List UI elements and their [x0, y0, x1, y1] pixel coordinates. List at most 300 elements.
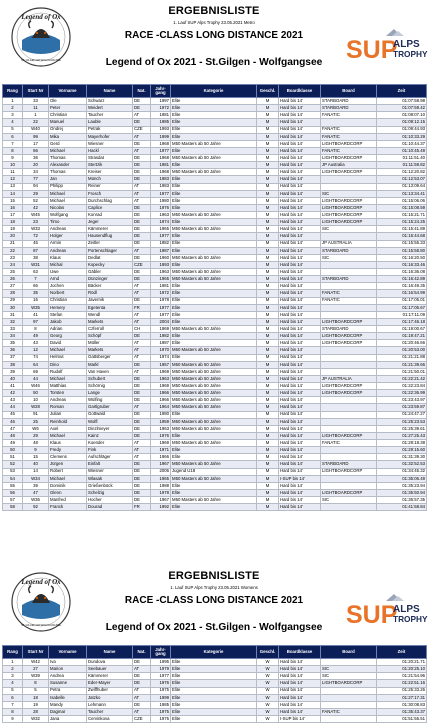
category-cell: Elite [171, 432, 257, 439]
board-cell [321, 701, 377, 708]
nationality-cell: AT [133, 197, 151, 204]
first-name-cell: Stefan [49, 311, 87, 318]
first-name-cell: Axel [49, 425, 87, 432]
time-cell: 01:15:21.71 [377, 212, 427, 219]
start-number-cell: 28 [23, 708, 49, 715]
column-header: Name [87, 646, 133, 659]
rank-cell: 4 [3, 119, 23, 126]
birth-year-cell: 1974 [151, 219, 171, 226]
rank-cell: 35 [3, 340, 23, 347]
gender-cell: M [257, 247, 279, 254]
board-class-cell: Hard bis 14' [279, 659, 321, 666]
category-cell: M50 Masters ab 50 Jahre [171, 347, 257, 354]
rank-cell: 1 [3, 659, 23, 666]
category-cell: Elite [171, 133, 257, 140]
gender-cell: M [257, 254, 279, 261]
category-cell: M50 Masters ab 50 Jahre [171, 276, 257, 283]
start-number-cell: 52 [23, 197, 49, 204]
last-name-cell: Dedlat [87, 254, 133, 261]
birth-year-cell: 1972 [151, 290, 171, 297]
first-name-cell: Dino [49, 361, 87, 368]
start-number-cell: W33 [23, 226, 49, 233]
nationality-cell: CH [133, 326, 151, 333]
category-cell: M50 Masters ab 50 Jahre [171, 497, 257, 504]
last-name-cell: Zwiffhuber [87, 687, 133, 694]
time-cell: 01:27:17.31 [377, 694, 427, 701]
category-cell: M50 Masters ab 50 Jahre [171, 169, 257, 176]
first-name-cell: Thomas [49, 155, 87, 162]
table-row [3, 354, 427, 361]
gender-cell: M [257, 418, 279, 425]
last-name-cell: Kämmerer [87, 673, 133, 680]
document-title: ERGEBNISLISTE [168, 5, 260, 17]
birth-year-cell: 1963 [151, 425, 171, 432]
start-number-cell: 66 [23, 283, 49, 290]
board-class-cell: Hard bis 14' [279, 375, 321, 382]
nationality-cell: DE [133, 233, 151, 240]
start-number-cell: 87 [23, 247, 49, 254]
board-cell [321, 716, 377, 723]
svg-text:ST. GILGEN AM WOLFGANGSEE: ST. GILGEN AM WOLFGANGSEE [21, 59, 61, 62]
board-class-cell: Hard bis 14' [279, 155, 321, 162]
rank-cell: 49 [3, 440, 23, 447]
first-name-cell: Norbert [49, 290, 87, 297]
last-name-cell: Einfalt [87, 461, 133, 468]
board-cell: STARBOARD [321, 326, 377, 333]
first-name-cell: Philipp [49, 183, 87, 190]
start-number-cell: 39 [23, 482, 49, 489]
table-row [3, 475, 427, 482]
nationality-cell: DE [133, 659, 151, 666]
rank-cell: 39 [3, 368, 23, 375]
table-row [3, 701, 427, 708]
start-number-cell: 74 [23, 354, 49, 361]
nationality-cell: DE [133, 397, 151, 404]
last-name-cell: Portenschlager [87, 247, 133, 254]
board-class-cell: Hard bis 14' [279, 297, 321, 304]
board-cell: LIGHTBOARDCORP [321, 212, 377, 219]
start-number-cell: 11 [23, 105, 49, 112]
birth-year-cell: 1974 [151, 354, 171, 361]
last-name-cell: Fink [87, 447, 133, 454]
table-row [3, 169, 427, 176]
birth-year-cell: 1966 [151, 390, 171, 397]
first-name-cell: Jana [49, 716, 87, 723]
time-cell: 01:15:41.89 [377, 226, 427, 233]
board-class-cell: Hard bis 14' [279, 98, 321, 105]
birth-year-cell: 1969 [151, 368, 171, 375]
first-name-cell: Michael [49, 475, 87, 482]
rank-cell: 9 [3, 716, 23, 723]
rank-cell: 42 [3, 390, 23, 397]
table-row [3, 176, 427, 183]
first-name-cell: Andrea [49, 673, 87, 680]
nationality-cell: AT [133, 112, 151, 119]
start-number-cell: 34 [23, 169, 49, 176]
time-cell: 01:28:18.38 [377, 440, 427, 447]
column-header: Zeit [377, 646, 427, 659]
table-row [3, 304, 427, 311]
svg-text:ALPS: ALPS [393, 604, 420, 615]
rank-cell: 3 [3, 673, 23, 680]
board-class-cell: Hard bis 14' [279, 411, 321, 418]
svg-text:SUP: SUP [346, 601, 398, 629]
board-class-cell: Hard bis 14' [279, 133, 321, 140]
time-cell: 01:16:49.35 [377, 283, 427, 290]
start-number-cell: 7 [23, 276, 49, 283]
first-name-cell: Uwe [49, 269, 87, 276]
board-class-cell: Hard bis 14' [279, 126, 321, 133]
table-row [3, 375, 427, 382]
nationality-cell: DE [133, 383, 151, 390]
column-header: Nat. [133, 85, 151, 98]
birth-year-cell: 1967 [151, 497, 171, 504]
first-name-cell: Jakob [49, 318, 87, 325]
first-name-cell: Clemens [49, 454, 87, 461]
last-name-cell: Dünzinger [87, 276, 133, 283]
board-cell: FANATIC [321, 147, 377, 154]
birth-year-cell: 1981 [151, 112, 171, 119]
start-number-cell: 27 [23, 666, 49, 673]
first-name-cell: Holger [49, 233, 87, 240]
birth-year-cell: 1966 [151, 454, 171, 461]
birth-year-cell: 1977 [151, 233, 171, 240]
table-row [3, 347, 427, 354]
board-cell [321, 354, 377, 361]
start-number-cell: 97 [23, 318, 49, 325]
birth-year-cell: 1975 [151, 687, 171, 694]
nationality-cell: DE [133, 468, 151, 475]
nationality-cell: DE [133, 155, 151, 162]
board-class-cell: Hard bis 14' [279, 666, 321, 673]
start-number-cell: 50 [23, 390, 49, 397]
nationality-cell: DE [133, 497, 151, 504]
first-name-cell: Mika [49, 133, 87, 140]
first-name-cell: Hemery [49, 304, 87, 311]
rank-cell: 9 [3, 155, 23, 162]
gender-cell: M [257, 304, 279, 311]
gender-cell: M [257, 468, 279, 475]
table-row [3, 694, 427, 701]
first-name-cell: Michal [49, 261, 87, 268]
nationality-cell: DE [133, 276, 151, 283]
time-cell: 01:20:25.10 [377, 666, 427, 673]
rank-cell: 5 [3, 126, 23, 133]
category-cell: Elite [171, 454, 257, 461]
column-header: Kategorie [171, 646, 257, 659]
last-name-cell: Wendl [87, 311, 133, 318]
gender-cell: M [257, 183, 279, 190]
race-class-title: RACE -CLASS LONG DISTANCE 2021 [124, 595, 304, 606]
nationality-cell: AT [133, 447, 151, 454]
category-cell: Elite [171, 112, 257, 119]
board-class-cell: Hard bis 14' [279, 204, 321, 211]
nationality-cell: DE [133, 680, 151, 687]
category-cell: Elite [171, 247, 257, 254]
time-cell: 01:21:54.96 [377, 673, 427, 680]
rank-cell: 5 [3, 687, 23, 694]
start-number-cell: 38 [23, 254, 49, 261]
nationality-cell: DE [133, 361, 151, 368]
last-name-cell: Stertzik [87, 162, 133, 169]
table-row [3, 133, 427, 140]
first-name-cell: Matthias [49, 383, 87, 390]
last-name-cell: Wiesner [87, 468, 133, 475]
board-class-cell: Hard bis 14' [279, 226, 321, 233]
gender-cell: M [257, 233, 279, 240]
board-class-cell: Hard bis 14' [279, 261, 321, 268]
last-name-cell: Eder-Mayer [87, 680, 133, 687]
gender-cell: M [257, 112, 279, 119]
table-row [3, 297, 427, 304]
time-cell: 01:41:58.84 [377, 504, 427, 511]
rank-cell: 46 [3, 418, 23, 425]
category-cell: M50 Masters ab 50 Jahre [171, 440, 257, 447]
board-cell [321, 418, 377, 425]
time-cell: 01:15:06.06 [377, 197, 427, 204]
board-cell [321, 183, 377, 190]
start-number-cell: W28 [23, 404, 49, 411]
last-name-cell: Münch [87, 176, 133, 183]
time-cell: 01:21:21.88 [377, 354, 427, 361]
category-cell: Elite [171, 98, 257, 105]
last-name-cell: Strasdat [87, 155, 133, 162]
category-cell: Jugend U18 [171, 468, 257, 475]
nationality-cell: DE [133, 482, 151, 489]
table-row [3, 204, 427, 211]
board-cell: STARBOARD [321, 247, 377, 254]
last-name-cell: Schwarz [87, 98, 133, 105]
time-cell: 01:12:53.07 [377, 176, 427, 183]
nationality-cell: AT [133, 183, 151, 190]
start-number-cell: W39 [23, 673, 49, 680]
first-name-cell: Helmut [49, 354, 87, 361]
gender-cell: M [257, 454, 279, 461]
birth-year-cell: 1963 [151, 212, 171, 219]
rank-cell: 22 [3, 247, 23, 254]
section-header [0, 0, 428, 84]
nationality-cell: DE [133, 219, 151, 226]
nationality-cell: AT [133, 133, 151, 140]
nationality-cell: AT [133, 247, 151, 254]
board-cell: LIGHTBOARDCORP [321, 489, 377, 496]
start-number-cell: W6 [23, 425, 49, 432]
last-name-cell: Wiesner [87, 140, 133, 147]
first-name-cell: Jürgen [49, 461, 87, 468]
table-row [3, 468, 427, 475]
last-name-cell: Müller [87, 340, 133, 347]
rank-cell: 2 [3, 666, 23, 673]
table-row [3, 112, 427, 119]
last-name-cell: Reiner [87, 183, 133, 190]
results-table [2, 645, 427, 723]
table-row [3, 183, 427, 190]
table-row [3, 361, 427, 368]
time-cell: 01:15:55.33 [377, 240, 427, 247]
board-class-cell: Hard bis 14' [279, 347, 321, 354]
time-cell: 01:30:08.83 [377, 701, 427, 708]
birth-year-cell: 1977 [151, 311, 171, 318]
table-row [3, 318, 427, 325]
rank-cell: 48 [3, 432, 23, 439]
rank-cell: 31 [3, 311, 23, 318]
first-name-cell: Glenn [49, 489, 87, 496]
nationality-cell: DE [133, 425, 151, 432]
board-cell [321, 411, 377, 418]
last-name-cell: Jeger [87, 219, 133, 226]
table-row [3, 247, 427, 254]
results-table [2, 84, 427, 511]
table-row [3, 489, 427, 496]
rank-cell: 32 [3, 318, 23, 325]
last-name-cell: Rödl [87, 290, 133, 297]
time-cell: 01:10:44.37 [377, 140, 427, 147]
last-name-cell: Zeitler [87, 240, 133, 247]
category-cell: M50 Masters ab 50 Jahre [171, 383, 257, 390]
column-header: Rang [3, 85, 23, 98]
last-name-cell: Taucher [87, 112, 133, 119]
birth-year-cell: 1977 [151, 190, 171, 197]
category-cell: Elite [171, 659, 257, 666]
board-cell: STARBOARD [321, 105, 377, 112]
first-name-cell: Reinhold [49, 418, 87, 425]
time-cell: 01:17:05.01 [377, 297, 427, 304]
start-number-cell: W34 [23, 475, 49, 482]
board-class-cell: Hard bis 14' [279, 219, 321, 226]
time-cell: 01:13:09.64 [377, 183, 427, 190]
svg-text:TROPHY: TROPHY [393, 614, 428, 624]
birth-year-cell: 1999 [151, 133, 171, 140]
gender-cell: W [257, 687, 279, 694]
time-cell: 01:31:39.30 [377, 454, 427, 461]
rank-cell: 36 [3, 347, 23, 354]
first-name-cell: Andreas [49, 397, 87, 404]
nationality-cell: DE [133, 269, 151, 276]
rank-cell: 23 [3, 254, 23, 261]
start-number-cell: 45 [23, 240, 49, 247]
board-cell: LIGHTBOARDCORP [321, 155, 377, 162]
board-class-cell: Hard bis 14' [279, 447, 321, 454]
rank-cell: 1 [3, 98, 23, 105]
last-name-cell: Gäbler [87, 269, 133, 276]
column-header: Kategorie [171, 85, 257, 98]
last-name-cell: Kämmerer [87, 226, 133, 233]
time-cell: 01:07:58.98 [377, 98, 427, 105]
time-cell: 01:34:45.32 [377, 468, 427, 475]
last-name-cell: Lange [87, 390, 133, 397]
nationality-cell: DE [133, 333, 151, 340]
last-name-cell: Lauble [87, 119, 133, 126]
birth-year-cell: 1983 [151, 176, 171, 183]
legend-of-ox-logo [10, 571, 72, 633]
board-cell: STARBOARD [321, 461, 377, 468]
last-name-cell: Markl [87, 361, 133, 368]
start-number-cell: 33 [23, 98, 49, 105]
nationality-cell: DE [133, 176, 151, 183]
birth-year-cell: 1967 [151, 461, 171, 468]
board-class-cell: Hard bis 14' [279, 708, 321, 715]
gender-cell: M [257, 404, 279, 411]
column-header: Board [321, 85, 377, 98]
rank-cell: 8 [3, 708, 23, 715]
last-name-cell: Petrak [87, 126, 133, 133]
time-cell: 01:35:50.94 [377, 489, 427, 496]
table-row [3, 340, 427, 347]
time-cell: 01:21:39.66 [377, 361, 427, 368]
rank-cell: 43 [3, 397, 23, 404]
time-cell: 01:25:23.53 [377, 418, 427, 425]
section-header [0, 565, 428, 645]
gender-cell: M [257, 197, 279, 204]
first-name-cell: Thomas [49, 169, 87, 176]
birth-year-cell: 1968 [151, 140, 171, 147]
board-class-cell: Hard bis 14' [279, 340, 321, 347]
svg-text:Legend of Ox: Legend of Ox [21, 13, 61, 21]
time-cell: 01:19:00.67 [377, 326, 427, 333]
table-row [3, 326, 427, 333]
table-row [3, 390, 427, 397]
first-name-cell: Wolfgang [49, 212, 87, 219]
birth-year-cell: 1976 [151, 204, 171, 211]
table-row [3, 155, 427, 162]
last-name-cell: Dundova [87, 659, 133, 666]
nationality-cell: AT [133, 404, 151, 411]
nationality-cell: DE [133, 162, 151, 169]
rank-cell: 44 [3, 404, 23, 411]
gender-cell: M [257, 333, 279, 340]
board-class-cell: Hard bis 14' [279, 112, 321, 119]
gender-cell: M [257, 219, 279, 226]
rank-cell: 56 [3, 489, 23, 496]
rank-cell: 26 [3, 276, 23, 283]
board-class-cell: Hard bis 14' [279, 418, 321, 425]
rank-cell: 47 [3, 425, 23, 432]
nationality-cell: DE [133, 297, 151, 304]
birth-year-cell: 1975 [151, 716, 171, 723]
board-cell [321, 311, 377, 318]
start-number-cell: 49 [23, 333, 49, 340]
start-number-cell: W45 [23, 212, 49, 219]
category-cell: M50 Masters ab 50 Jahre [171, 326, 257, 333]
board-cell [321, 269, 377, 276]
board-cell [321, 397, 377, 404]
board-class-cell: Hard bis 14' [279, 304, 321, 311]
time-cell: 01:32:52.53 [377, 461, 427, 468]
board-cell: FANATIC [321, 126, 377, 133]
rank-cell: 7 [3, 701, 23, 708]
gender-cell: W [257, 716, 279, 723]
board-class-cell: Hard bis 14' [279, 397, 321, 404]
last-name-cell: Schubert [87, 375, 133, 382]
time-cell: 01:10:33.29 [377, 133, 427, 140]
start-number-cell: 77 [23, 176, 49, 183]
board-class-cell: Hard bis 14' [279, 254, 321, 261]
board-cell [321, 347, 377, 354]
birth-year-cell: 1968 [151, 169, 171, 176]
svg-text:SUP: SUP [346, 36, 398, 64]
start-number-cell: W46 [23, 383, 49, 390]
board-class-cell: Hard bis 14' [279, 404, 321, 411]
category-cell: Elite [171, 162, 257, 169]
rank-cell: 27 [3, 283, 23, 290]
category-cell: M50 Masters ab 50 Jahre [171, 226, 257, 233]
category-cell: M50 Masters ab 50 Jahre [171, 269, 257, 276]
document-title: ERGEBNISLISTE [168, 570, 260, 582]
gender-cell: M [257, 397, 279, 404]
time-cell: 01:22:21.42 [377, 375, 427, 382]
rank-cell: 24 [3, 261, 23, 268]
board-class-cell: I-SUP bis 14' [279, 716, 321, 723]
